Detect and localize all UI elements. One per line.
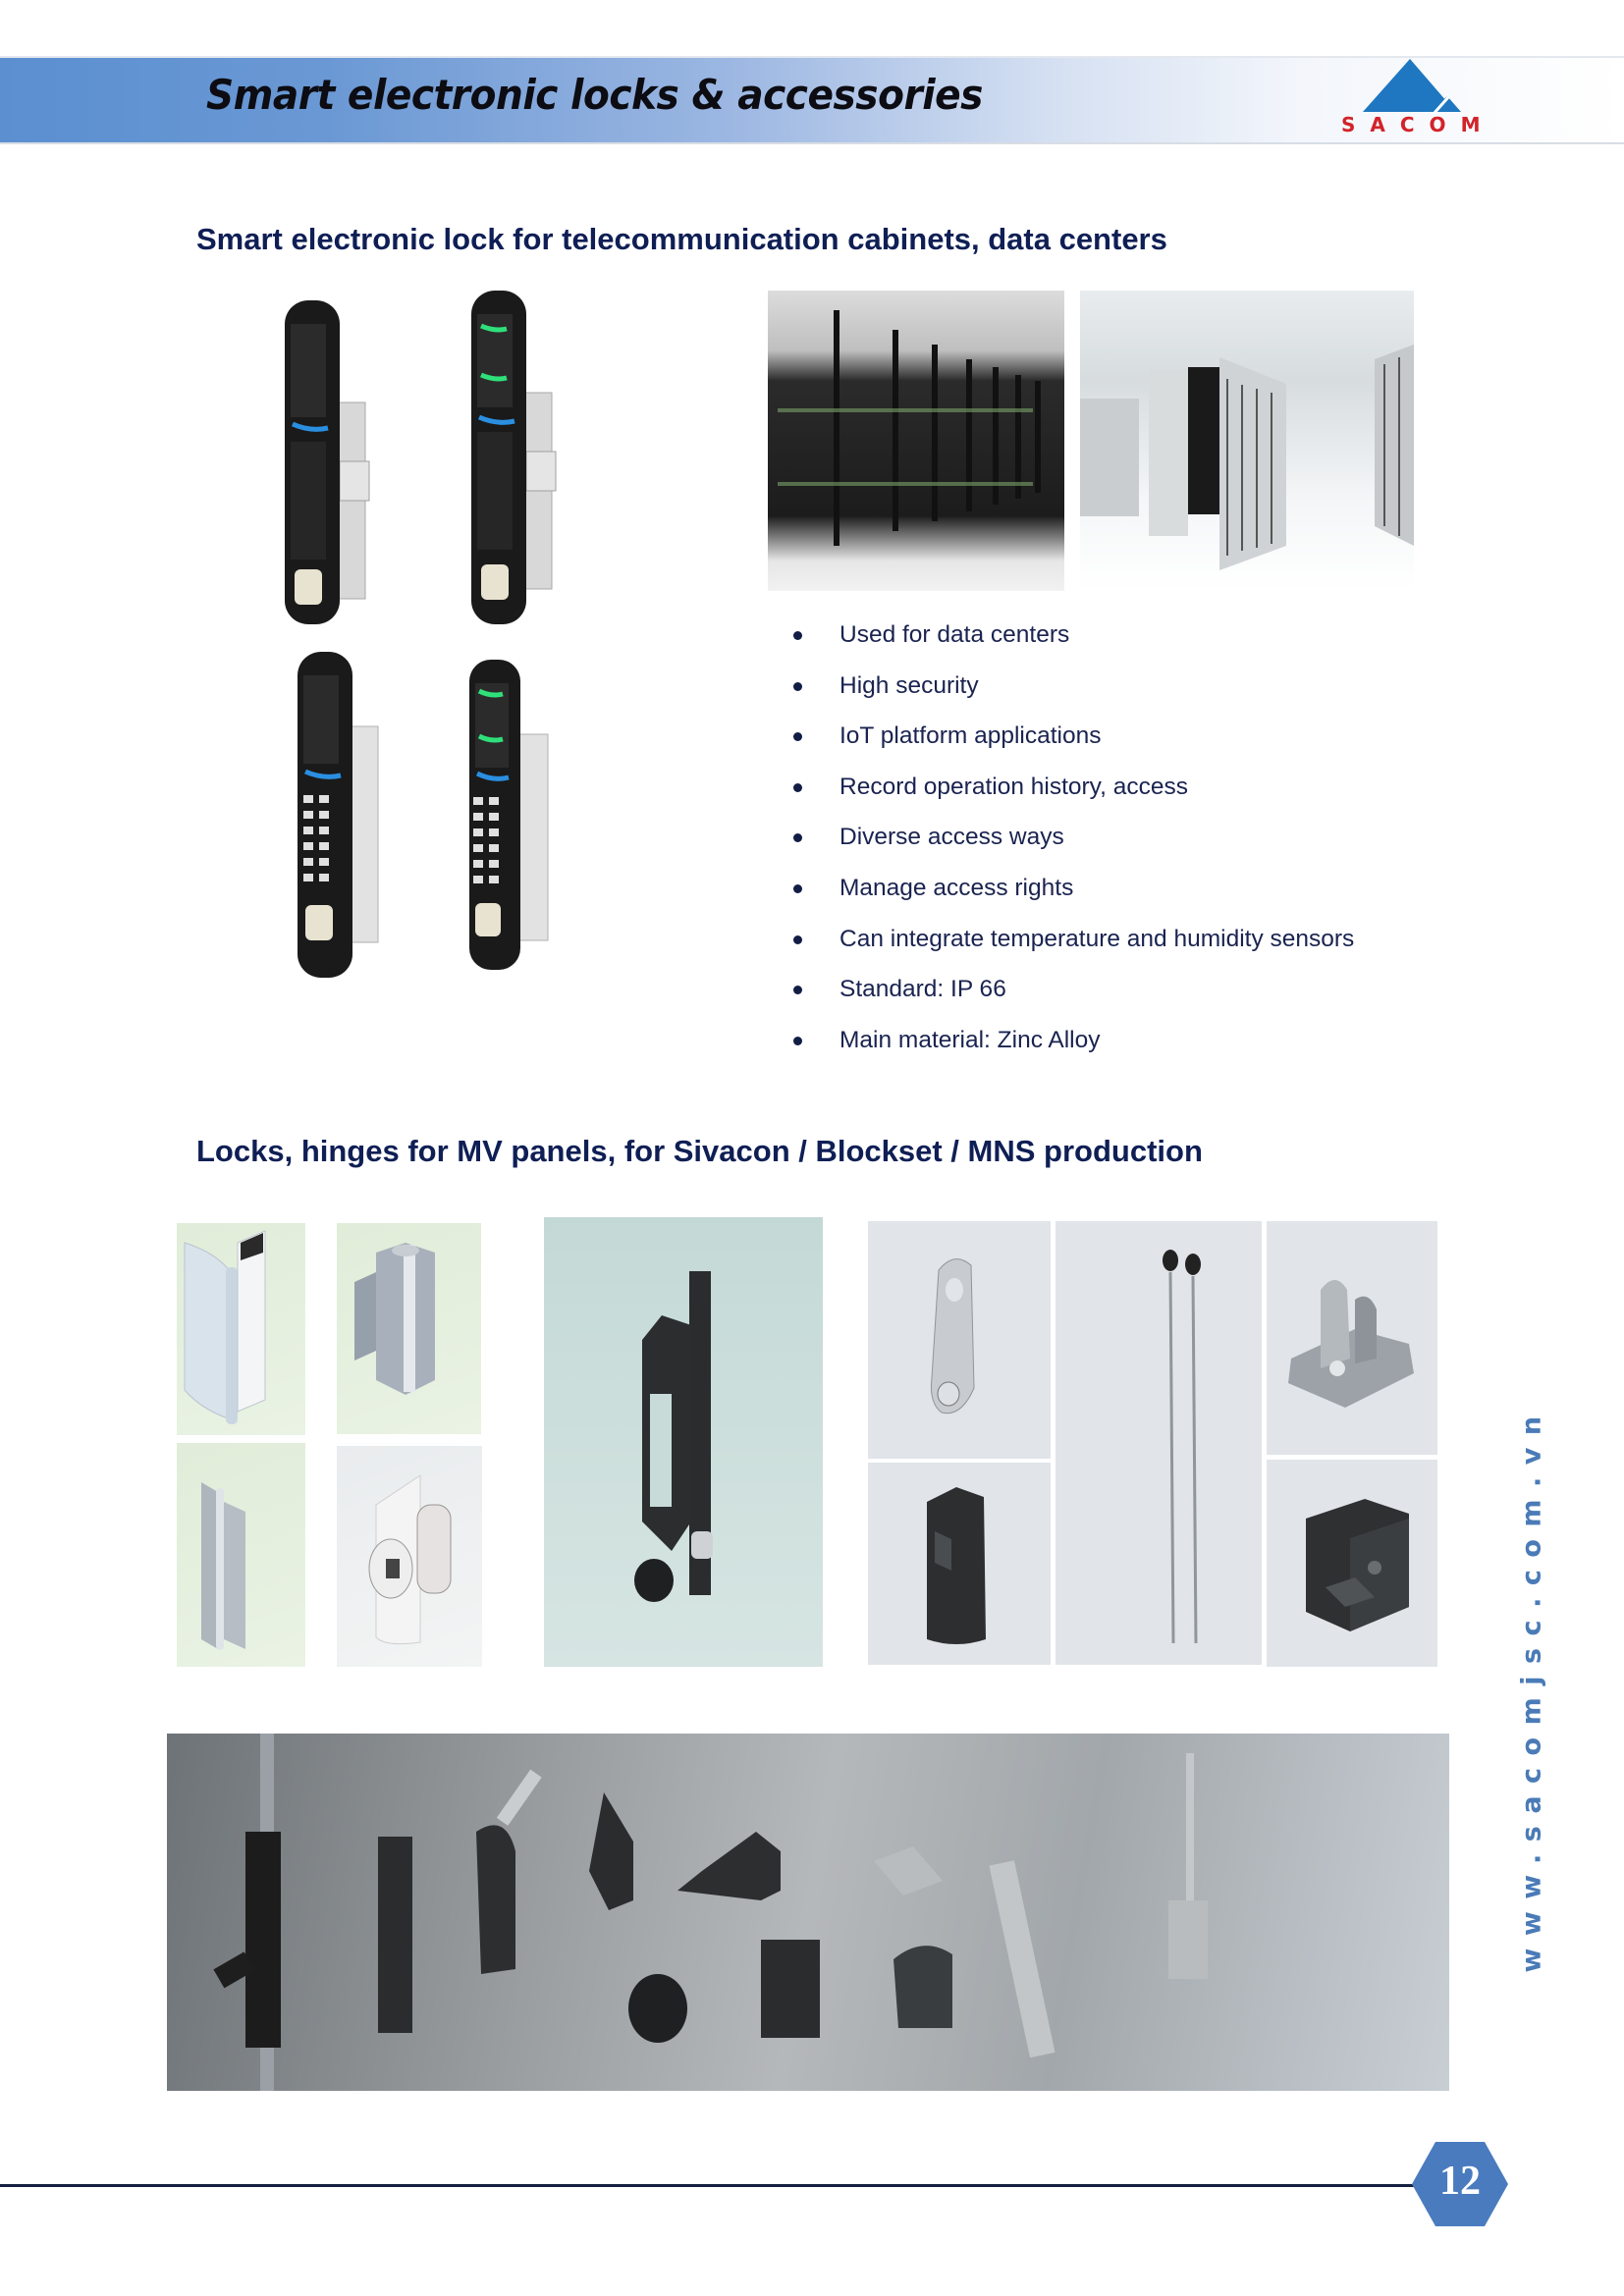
feature-item: Can integrate temperature and humidity sensors [785, 921, 1354, 972]
feature-item: IoT platform applications [785, 718, 1354, 769]
section-title-smart-lock: Smart electronic lock for telecommunication cabinets, data centers [196, 222, 1167, 256]
feature-item: Used for data centers [785, 616, 1354, 667]
website-url-text: www.sacomjsc.com.vn [1516, 1404, 1547, 1973]
concealed-hinge-image [177, 1223, 305, 1435]
smart-lock-image-2 [461, 285, 569, 633]
swing-handle-lock-image [544, 1217, 823, 1667]
smart-lock-keypad-image-1 [290, 648, 398, 982]
rod-guide-block-image [1267, 1460, 1437, 1667]
feature-item: Diverse access ways [785, 819, 1354, 870]
page-title: Smart electronic locks & accessories [206, 71, 983, 119]
data-center-cabinets-photo [768, 291, 1064, 591]
page-number: 12 [1439, 2159, 1481, 2204]
accessories-banner-image [167, 1734, 1449, 2091]
feature-item: Standard: IP 66 [785, 971, 1354, 1022]
square-adapter-image [868, 1463, 1051, 1665]
rod-pair-image [1056, 1221, 1262, 1665]
smart-lock-image-1 [275, 294, 383, 633]
feature-list [785, 616, 1354, 1072]
footer-rule [0, 2184, 1424, 2187]
feature-item: High security [785, 667, 1354, 719]
logo-text: SACOM [1341, 113, 1495, 136]
data-center-aisle-photo [1080, 291, 1414, 589]
smart-lock-keypad-image-2 [461, 656, 569, 975]
feature-item: Manage access rights [785, 870, 1354, 921]
feature-item: Main material: Zinc Alloy [785, 1022, 1354, 1073]
feature-item: Record operation history, access [785, 769, 1354, 820]
website-url [1512, 1404, 1551, 1973]
eye-bolt-image [868, 1221, 1051, 1459]
hinge-bracket-image [1267, 1221, 1437, 1455]
section-title-mv-panel: Locks, hinges for MV panels, for Sivacon / Blockset / MNS production [196, 1134, 1203, 1168]
block-hinge-image [337, 1223, 481, 1434]
flat-hinge-image [177, 1443, 305, 1667]
quarter-turn-latch-image [337, 1446, 482, 1667]
